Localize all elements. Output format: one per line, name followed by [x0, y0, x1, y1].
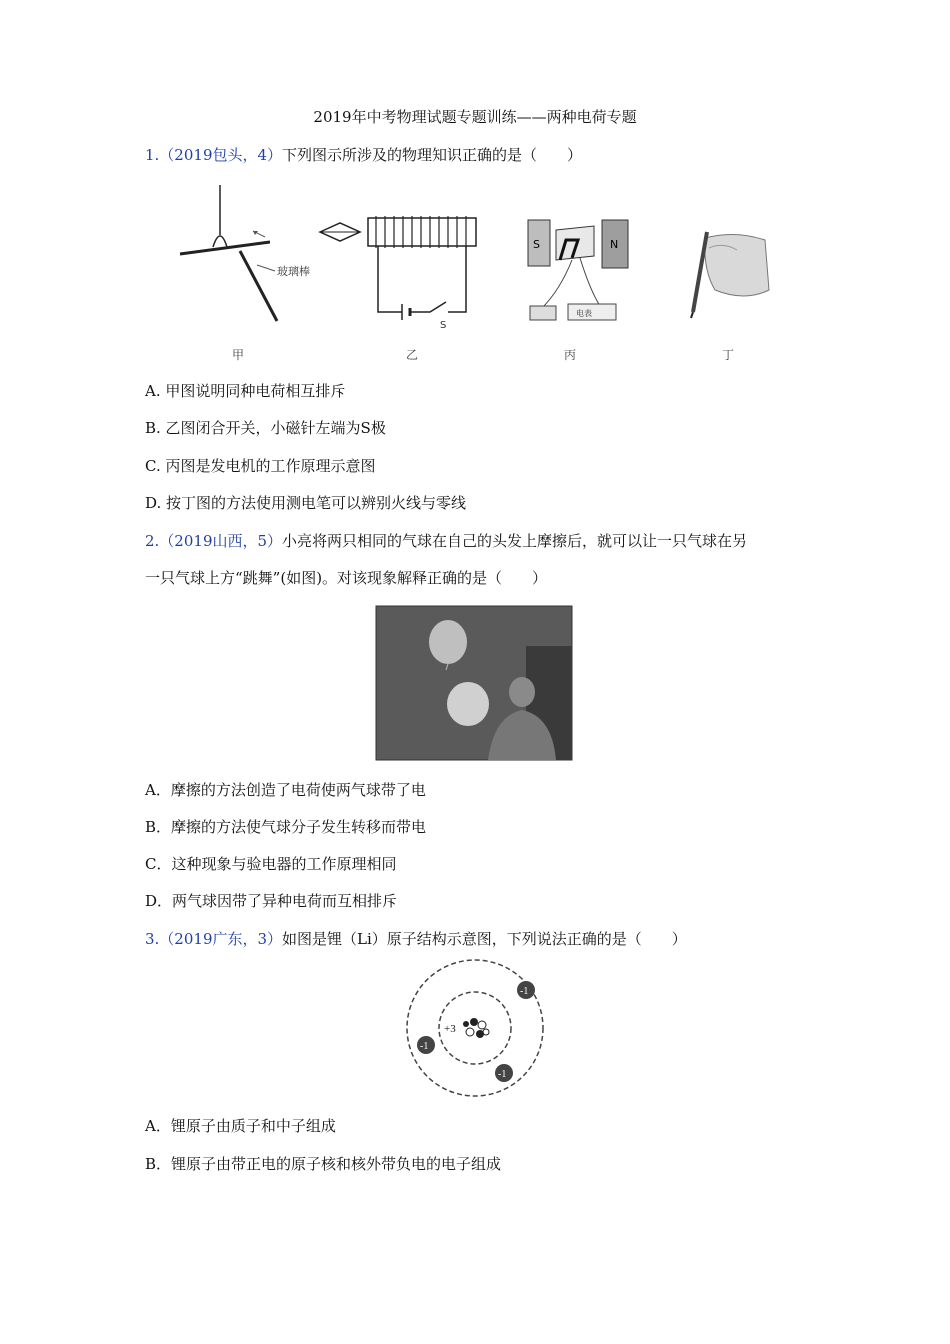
- figure-ding-test-pen: [685, 230, 775, 320]
- question-2-text-1: 小亮将两只相同的气球在自己的头发上摩擦后，就可以让一只气球在另: [282, 532, 748, 550]
- question-2-stem-line2: 一只气球上方“跳舞”(如图)。对该现象解释正确的是（ ）: [145, 569, 548, 587]
- question-1-source: 1.（2019包头，4）: [145, 146, 283, 164]
- caption-ding: 丁: [722, 348, 735, 362]
- question-1-option-c: C. 丙图是发电机的工作原理示意图: [145, 457, 376, 475]
- question-2-option-b: B．摩擦的方法使气球分子发生转移而带电: [145, 818, 427, 836]
- question-1-option-b: B. 乙图闭合开关，小磁针左端为S极: [145, 419, 386, 437]
- figure-yi-solenoid-circuit: [318, 208, 483, 333]
- question-3-text: 如图是锂（Li）原子结构示意图，下列说法正确的是（ ）: [282, 930, 687, 948]
- document-title: 2019年中考物理试题专题训练——两种电荷专题: [313, 108, 637, 126]
- svg-text:-1: -1: [520, 986, 529, 997]
- question-3-option-b: B．锂原子由带正电的原子核和核外带负电的电子组成: [145, 1155, 502, 1173]
- question-3-option-a: A．锂原子由质子和中子组成: [145, 1117, 336, 1135]
- glass-rod-label: 玻璃棒: [277, 265, 310, 278]
- caption-bing: 丙: [564, 348, 577, 362]
- figure-bing-motor-apparatus: [520, 210, 640, 330]
- nucleus-icon: [463, 1018, 489, 1038]
- question-2-stem-line1: [145, 531, 747, 551]
- question-1-option-a: A. 甲图说明同种电荷相互排斥: [145, 382, 346, 400]
- question-1-option-d: D. 按丁图的方法使用测电笔可以辨别火线与零线: [145, 494, 467, 512]
- lithium-atom-diagram: [400, 962, 550, 1094]
- figure-jia-charged-rods: [175, 185, 310, 325]
- balloon-photo: [376, 606, 572, 760]
- question-3-stem: [145, 929, 687, 949]
- switch-label: S: [440, 320, 447, 331]
- question-2-option-c: C．这种现象与验电器的工作原理相同: [145, 855, 397, 873]
- question-2-option-d: D．两气球因带了异种电荷而互相排斥: [145, 892, 398, 910]
- svg-text:-1: -1: [498, 1069, 507, 1080]
- question-2-option-a: A．摩擦的方法创造了电荷使两气球带了电: [145, 781, 426, 799]
- electron-outer-icon: [517, 981, 535, 999]
- nucleus-charge-label: +3: [444, 1023, 456, 1035]
- electron-left-icon: [417, 1036, 435, 1054]
- magnet-s-label: S: [533, 238, 540, 251]
- electron-bottom-icon: [495, 1064, 513, 1082]
- question-2-source: 2.（2019山西，5）: [145, 532, 283, 550]
- meter-label: 电表: [576, 309, 592, 318]
- svg-text:-1: -1: [420, 1041, 429, 1052]
- question-1-stem: [145, 145, 582, 165]
- caption-yi: 乙: [406, 348, 419, 362]
- caption-jia: 甲: [232, 348, 245, 362]
- question-3-source: 3.（2019广东，3）: [145, 930, 283, 948]
- question-1-text: 下列图示所涉及的物理知识正确的是（ ）: [282, 146, 583, 164]
- magnet-n-label: N: [610, 238, 619, 251]
